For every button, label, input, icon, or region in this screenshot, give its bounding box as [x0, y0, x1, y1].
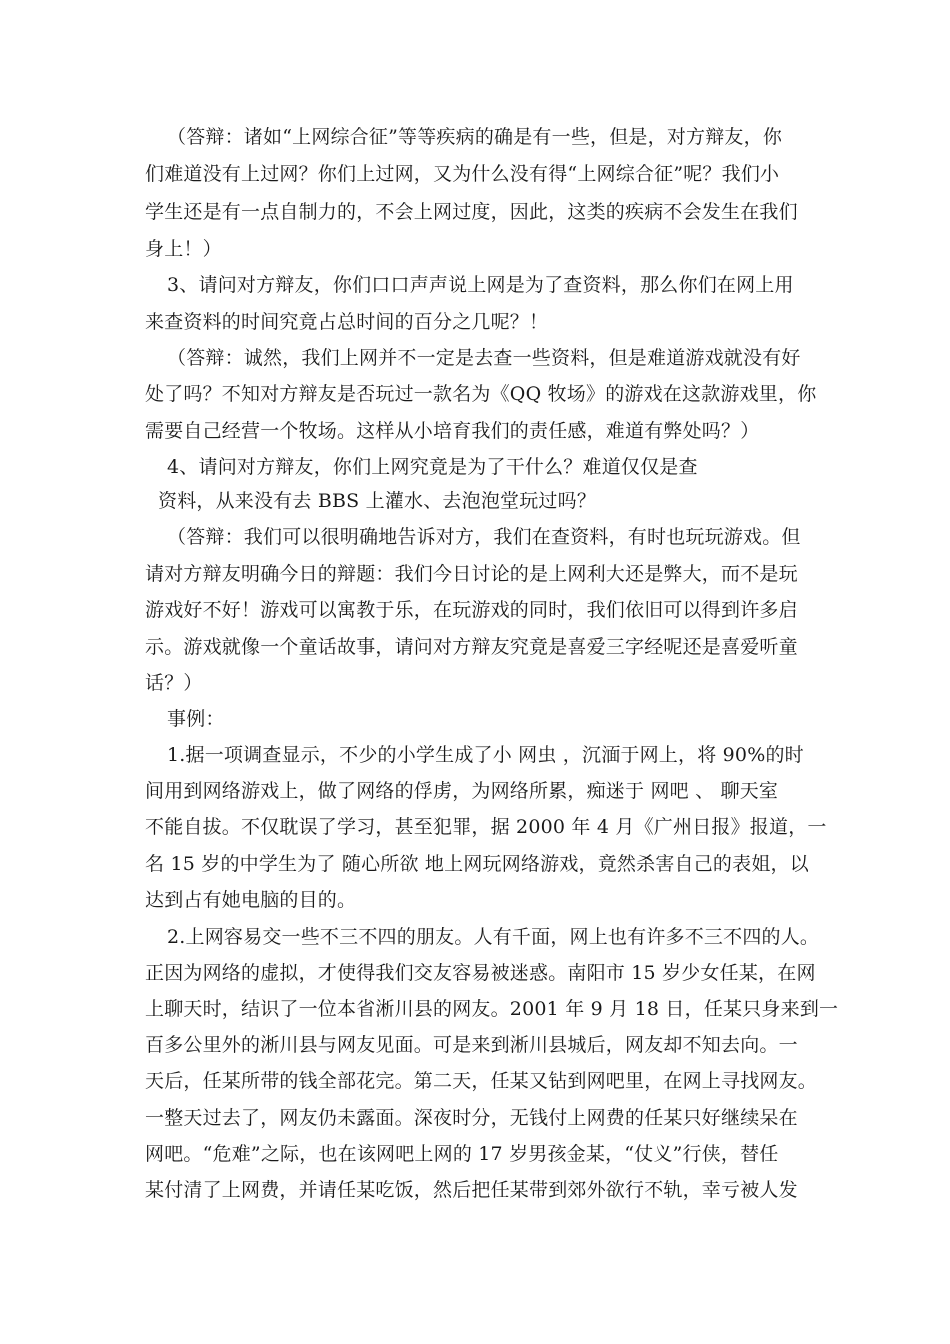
text-line: 1.据一项调查显示，不少的小学生成了小 网虫 ，沉湎于网上，将 90%的时 [167, 744, 804, 766]
text-line: 4、请问对方辩友，你们上网究竟是为了干什么？难道仅仅是查 [167, 456, 698, 478]
text-line: 正因为网络的虚拟，才使得我们交友容易被迷惑。南阳市 15 岁少女任某，在网 [145, 962, 816, 984]
text-line: 间用到网络游戏上，做了网络的俘虏，为网络所累，痴迷于 网吧 、 聊天室 [145, 780, 779, 802]
text-line: 请对方辩友明确今日的辩题：我们今日讨论的是上网利大还是弊大，而不是玩 [145, 563, 798, 585]
text-line: 不能自拔。不仅耽误了学习，甚至犯罪，据 2000 年 4 月《广州日报》报道，一 [145, 816, 827, 838]
text-line: 3、请问对方辩友，你们口口声声说上网是为了查资料，那么你们在网上用 [167, 274, 794, 296]
text-line: 示。游戏就像一个童话故事，请问对方辩友究竟是喜爱三字经呢还是喜爱听童 [145, 636, 798, 658]
text-line: 事例： [167, 708, 225, 730]
text-line: （答辩：诚然，我们上网并不一定是去查一些资料，但是难道游戏就没有好 [167, 347, 801, 369]
text-line: 资料，从来没有去 BBS 上灌水、去泡泡堂玩过吗？ [158, 490, 597, 512]
text-line: 处了吗？不知对方辩友是否玩过一款名为《QQ 牧场》的游戏在这款游戏里，你 [145, 383, 817, 405]
text-line: 游戏好不好！游戏可以寓教于乐，在玩游戏的同时，我们依旧可以得到许多启 [145, 599, 798, 621]
text-line: 来查资料的时间究竟占总时间的百分之几呢？！ [145, 311, 549, 333]
text-line: 学生还是有一点自制力的，不会上网过度，因此，这类的疾病不会发生在我们 [145, 201, 798, 223]
text-line: 天后，任某所带的钱全部花完。第二天，任某又钻到网吧里，在网上寻找网友。 [145, 1070, 818, 1092]
text-line: （答辩：诸如“上网综合征”等等疾病的确是有一些，但是，对方辩友，你 [167, 126, 783, 148]
text-line: （答辩：我们可以很明确地告诉对方，我们在查资料，有时也玩玩游戏。但 [167, 526, 801, 548]
text-line: 们难道没有上过网？你们上过网，又为什么没有得“上网综合征”呢？我们小 [145, 163, 780, 185]
text-line: 一整天过去了，网友仍未露面。深夜时分，无钱付上网费的任某只好继续呆在 [145, 1107, 798, 1129]
text-line: 百多公里外的淅川县与网友见面。可是来到淅川县城后，网友却不知去向。一 [145, 1034, 798, 1056]
text-line: 话？） [145, 672, 203, 694]
text-line: 名 15 岁的中学生为了 随心所欲 地上网玩网络游戏，竟然杀害自己的表姐，以 [145, 853, 809, 875]
text-line: 需要自己经营一个牧场。这样从小培育我们的责任感，难道有弊处吗？） [145, 420, 760, 442]
text-line: 某付清了上网费，并请任某吃饭，然后把任某带到郊外欲行不轨，幸亏被人发 [145, 1179, 798, 1201]
text-line: 网吧。“危难”之际，也在该网吧上网的 17 岁男孩金某，“仗义”行侠，替任 [145, 1143, 779, 1165]
text-line: 2.上网容易交一些不三不四的朋友。人有千面，网上也有许多不三不四的人。 [167, 926, 820, 948]
text-line: 达到占有她电脑的目的。 [145, 889, 357, 911]
text-line: 身上！） [145, 238, 222, 260]
text-line: 上聊天时，结识了一位本省淅川县的网友。2001 年 9 月 18 日，任某只身来到一 [145, 998, 839, 1020]
